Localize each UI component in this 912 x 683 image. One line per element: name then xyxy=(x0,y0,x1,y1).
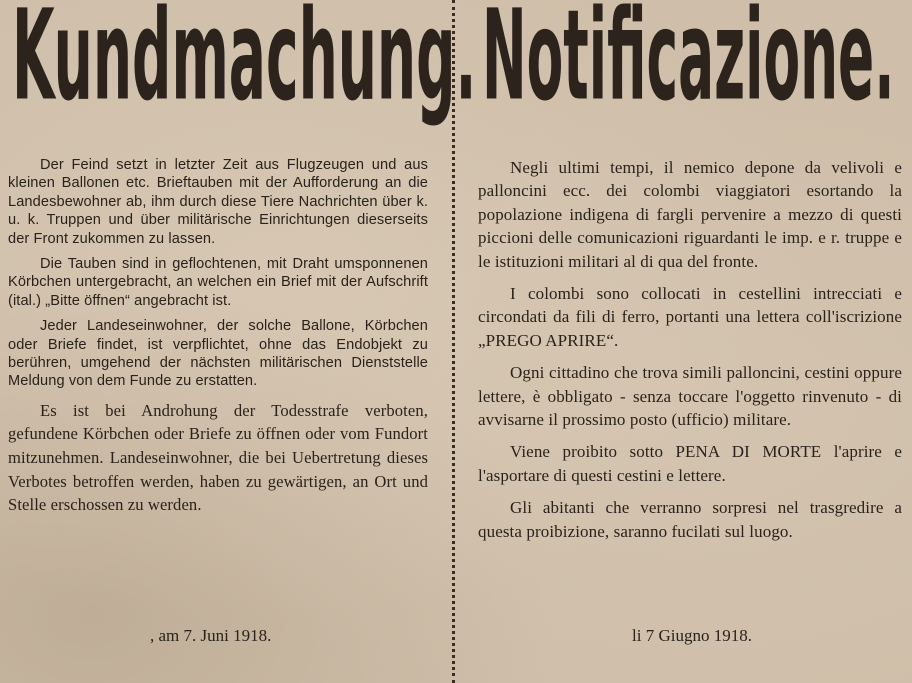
german-date: , am 7. Juni 1918. xyxy=(150,626,272,645)
column-divider xyxy=(452,0,455,683)
german-title: Kundmachung. xyxy=(12,0,477,129)
italian-paragraph-2: I colombi sono collocati in cestellini intrecciati e circondati da fili di ferro, portanti una lettera coll'iscrizione „PREGO APRIRE“. xyxy=(478,284,902,350)
german-body xyxy=(8,156,428,524)
italian-paragraph-3: Ogni cittadino che trova simili palloncini, cestini oppure lettere, è obbligato - senza toccare l'oggetto rinvenuto - di avvisarne il prossimo posto (ufficio) militare. xyxy=(478,363,902,430)
italian-date: li 7 Giugno 1918. xyxy=(632,626,752,645)
german-paragraph-4: Es ist bei Androhung der Todesstrafe verboten, gefundene Körbchen oder Briefe zu öffnen oder vom Fundort mitzunehmen. Landeseinwohner, die bei Uebertretung dieses Verbotes betroffen werden, haben zu gewärtigen, an Ort und Stelle erschossen zu werden. xyxy=(8,400,428,515)
italian-title: Notificazione. xyxy=(482,0,895,129)
german-paragraph-3: Jeder Landeseinwohner, der solche Ballone, Körbchen oder Briefe findet, ist verpflichtet, ohne das Endobjekt zu berühren, umgehend der nächsten militärischen Dienststelle Meldung von dem Funde zu erstatten. xyxy=(8,318,428,390)
italian-paragraph-1: Negli ultimi tempi, il nemico depone da velivoli e palloncini ecc. dei colombi viaggiatori esortando la popolazione indigena di fargli pervenire a mezzo di questi piccioni delle comunicazioni riguardanti le imp. e r. truppe e le istituzioni militari al di qua del fronte. xyxy=(478,158,902,271)
german-paragraph-1: Der Feind setzt in letzter Zeit aus Flugzeugen und aus kleinen Ballonen etc. Brieftauben mit der Aufforderung an die Landesbewohner ab, ihm durch diese Tiere Nachrichten über k. u. k. Truppen und über militärische Einrichtungen dieserseits der Front zukommen zu lassen. xyxy=(8,157,428,247)
italian-body xyxy=(478,156,902,552)
german-paragraph-2: Die Tauben sind in geflochtenen, mit Draht umsponnenen Körbchen untergebracht, an welchen ein Brief mit der Aufschrift (ital.) „Bitte öffnen“ angebracht ist. xyxy=(8,256,428,309)
italian-paragraph-4: Viene proibito sotto PENA DI MORTE l'aprire e l'asportare di questi cestini e lettere. xyxy=(478,442,902,485)
italian-paragraph-5: Gli abitanti che verranno sorpresi nel trasgredire a questa proibizione, saranno fucilati sul luogo. xyxy=(478,498,902,541)
